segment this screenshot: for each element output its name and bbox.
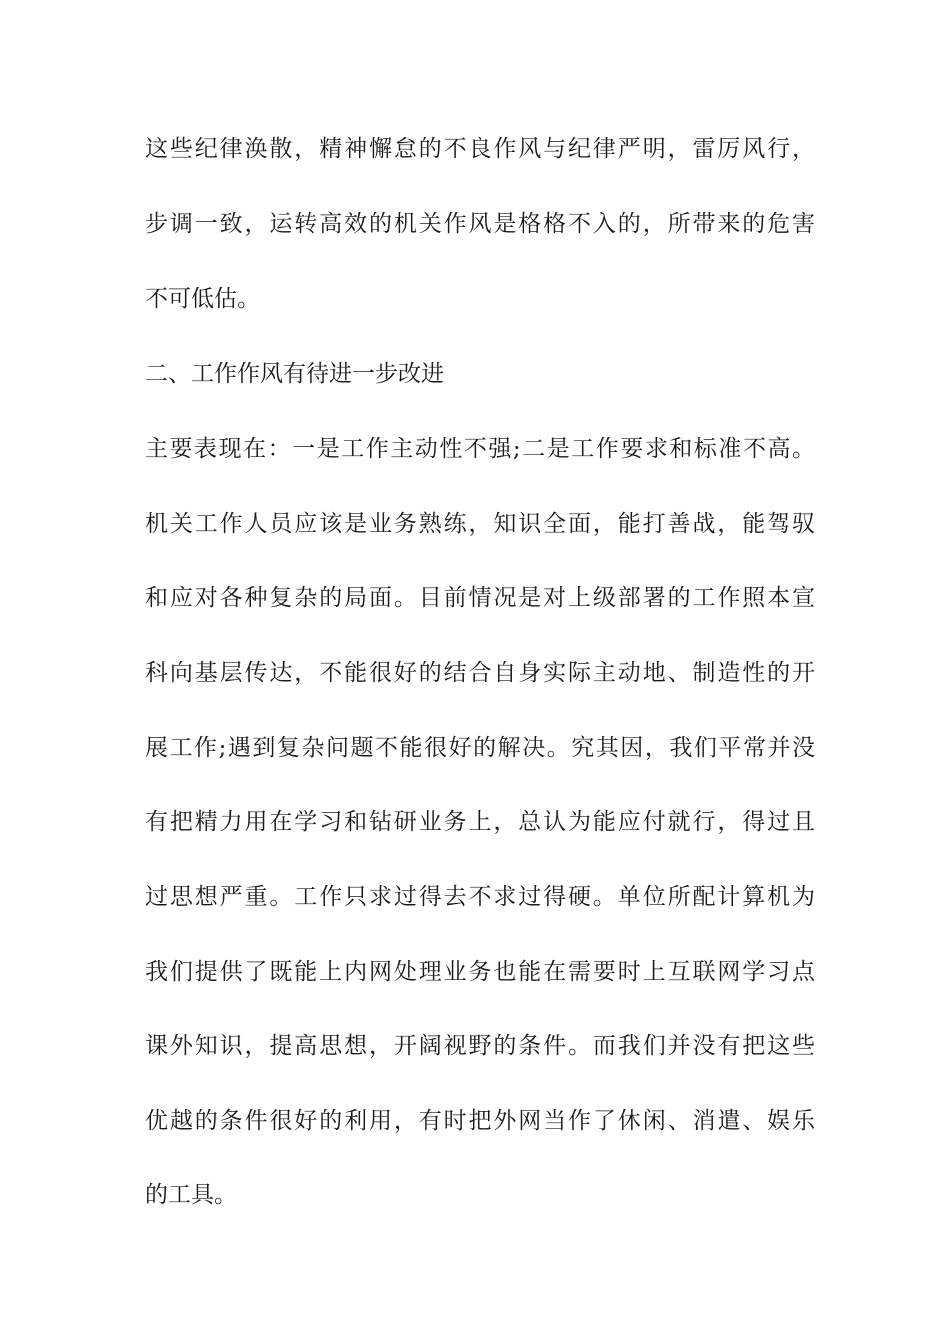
paragraph-line: 这些纪律涣散，精神懈怠的不良作风与纪律严明，雷厉风行， xyxy=(145,136,815,162)
paragraph-line: 过思想严重。工作只求过得去不求过得硬。单位所配计算机为 xyxy=(145,884,815,910)
paragraph-line: 科向基层传达，不能很好的结合自身实际主动地、制造性的开 xyxy=(145,660,815,686)
paragraph-line: 和应对各种复杂的局面。目前情况是对上级部署的工作照本宣 xyxy=(145,585,815,611)
paragraph-line: 机关工作人员应该是业务熟练，知识全面，能打善战，能驾驭 xyxy=(145,511,815,537)
paragraph-line: 主要表现在：一是工作主动性不强;二是工作要求和标准不高。 xyxy=(145,436,815,462)
paragraph-line: 不可低估。 xyxy=(145,286,260,312)
paragraph-line: 展工作;遇到复杂问题不能很好的解决。究其因，我们平常并没 xyxy=(145,735,815,761)
paragraph-line: 步调一致，运转高效的机关作风是格格不入的，所带来的危害 xyxy=(145,211,815,237)
paragraph-line: 的工具。 xyxy=(145,1182,237,1208)
paragraph-line: 课外知识，提高思想，开阔视野的条件。而我们并没有把这些 xyxy=(145,1033,815,1059)
paragraph-line: 有把精力用在学习和钻研业务上，总认为能应付就行，得过且 xyxy=(145,809,815,835)
paragraph-line: 优越的条件很好的利用，有时把外网当作了休闲、消遣、娱乐 xyxy=(145,1108,815,1134)
paragraph-line: 我们提供了既能上内网处理业务也能在需要时上互联网学习点 xyxy=(145,959,815,985)
section-heading: 二、工作作风有待进一步改进 xyxy=(145,361,444,387)
